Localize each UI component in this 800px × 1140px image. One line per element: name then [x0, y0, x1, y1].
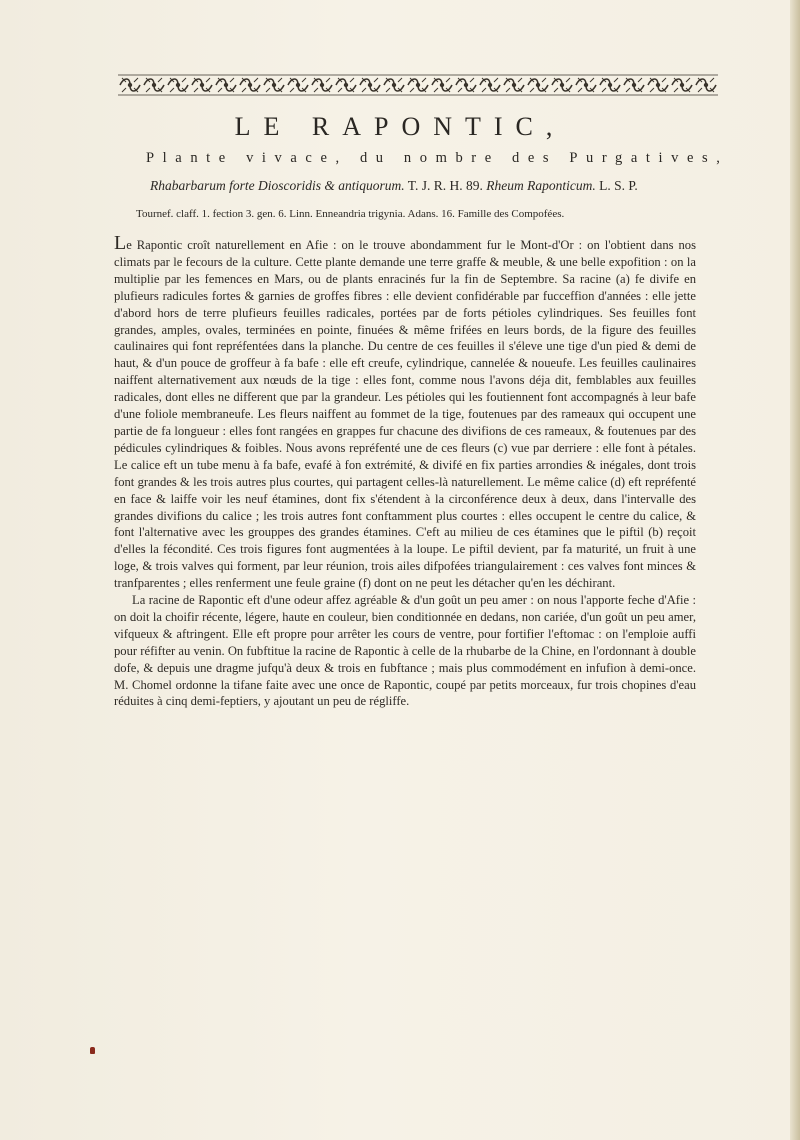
ornamental-headband — [118, 74, 718, 96]
synonym-ref1: T. J. R. H. 89. — [407, 178, 483, 193]
page-subtitle: Plante vivace, du nombre des Purgatives, — [146, 150, 729, 166]
classification-line: Tournef. claff. 1. fection 3. gen. 6. Linn. Enneandria trigynia. Adans. 16. Famille des Compofées. — [136, 208, 565, 220]
synonym-ref2: L. S. P. — [599, 178, 638, 193]
synonymy-line — [150, 178, 670, 194]
synonym-latin2: Rheum Raponticum. — [486, 178, 596, 193]
synonym-latin: Rhabarbarum forte Dioscoridis & antiquorum. — [150, 178, 405, 193]
ink-mark — [90, 1047, 95, 1054]
paragraph-1 — [114, 232, 696, 592]
paragraph-1-text: e Rapontic croît naturellement en Afie : on le trouve abondamment fur le Mont-d'Or : on l'obtient dans nos climats par le fecours de la culture. Cette plante demande une terre graffe & meuble, & une belle expofition : on la multiplie par les femences en Mars, ou de plants enracinés fur la fin de Septembre. Sa racine (a) fe divife en plufieurs radicules fortes & garnies de groffes fibres : elle devient confidérable par fucceffion d'années : elle jette d'abord hors de terre plufieurs feuilles radicales, portées par de forts pétioles cylindriques. Ses feuilles font grandes, amples, ovales, terminées en pointe, finuées & même frifées en leurs bords, de la figure des feuilles caulinaires qui font repréfentées dans la planche. Du centre de ces feuilles il s'éleve une tige d'un pied & demi de haut, & d'un pouce de groffeur à fa bafe : elle eft creufe, cylindrique, cannelée & noueufe. Les feuilles caulinaires naiffent alternativement aux nœuds de la tige : elles font, comme nous l'avons déja dit, femblables aux feuilles radicales, dont elles ne different que par la grandeur. Les pétioles qui les foutiennent font accompagnés à leur bafe d'une foliole membraneufe. Les fleurs naiffent au fommet de la tige, foutenues par des rameaux qui occupent une partie de fa longueur : elles font rangées en grappes fur chacune des divifions de ces rameaux, & foutenues par des pédicules cylindriques & foibles. Nous avons repréfenté une de ces fleurs (c) vue par derriere : elle font à pétales. Le calice eft un tube menu à fa bafe, evafé à fon extrémité, & divifé en fix parties arrondies & inégales, dont trois font grandes & les trois autres plus courtes, qui partagent celles-là naturellement. Le même calice (d) eft repréfenté en face & laiffe voir les neuf étamines, dont fix s'étendent à la circonférence deux à deux, dans l'intervalle des grandes divifions du calice ; les trois autres font conftamment plus courtes : elles occupent le centre du calice, & font l'alternative avec les grouppes des grandes étamines. C'eft au milieu de ces étamines que le piftil (b) reçoit d'elles la fécondité. Ces trois figures font augmentées à la loupe. Le piftil devient, par fa maturité, un fruit à une loge, & trois valves qui forment, par leur réunion, trois ailes difpofées triangulairement : ces valves font minces & tranfparentes ; elles renferment une feule graine (f) dont on ne peut les détacher qu'en les déchirant. — [114, 238, 696, 591]
drop-cap: L — [114, 232, 127, 254]
main-text — [114, 232, 696, 710]
page-edge-shadow — [790, 0, 800, 1140]
page-title: LE RAPONTIC, — [234, 112, 566, 141]
paragraph-2: La racine de Rapontic eft d'une odeur affez agréable & d'un goût un peu amer : on nous l'apporte feche d'Afie : on doit la choifir récente, légere, haute en couleur, bien conditionnée en dedans, non cariée, d'un goût un peu amer, vifqueux & aftringent. Elle eft propre pour arrêter les cours de ventre, pour fortifier l'eftomac : on l'emploie auffi pour réfifter au venin. On fubftitue la racine de Rapontic à celle de la rhubarbe de la Chine, en l'ordonnant à double dofe, & depuis une dragme jufqu'à deux & trois en fubftance ; mais plus commodément en infufion à demi-once. M. Chomel ordonne la tifane faite avec une once de Rapontic, coupé par petits morceaux, fur trois chopines d'eau réduites à cinq demi-feptiers, y ajoutant un peu de régliffe. — [114, 593, 696, 709]
